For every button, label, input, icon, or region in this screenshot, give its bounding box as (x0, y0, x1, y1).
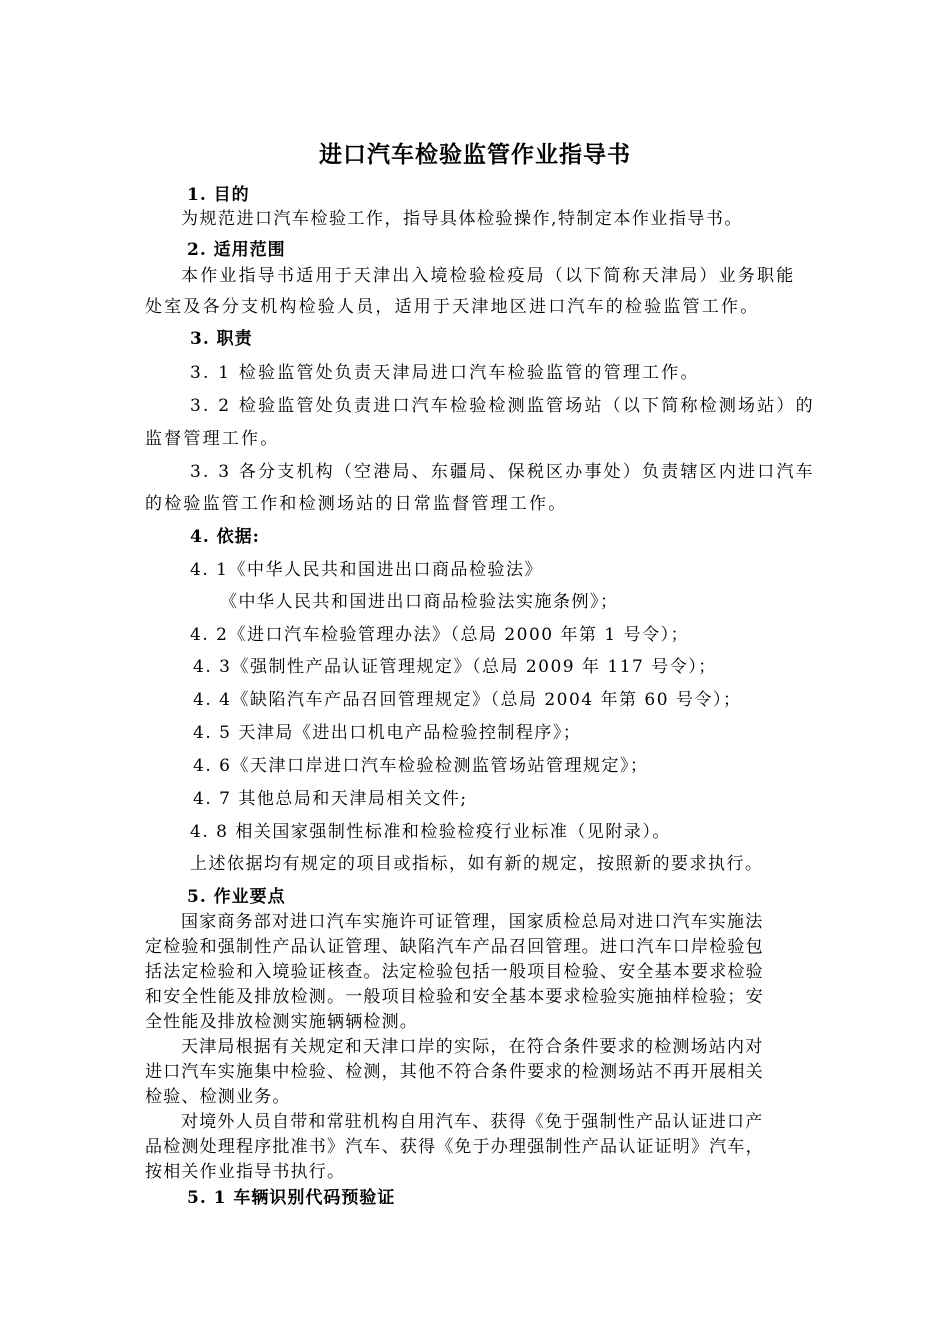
section-2-line: 处室及各分支机构检验人员，适用于天津地区进口汽车的检验监管工作。 (145, 297, 760, 317)
section-5-line: 括法定检验和入境验证核查。法定检验包括一般项目检验、安全基本要求检验 (145, 962, 764, 982)
section-5-heading: 5. 作业要点 (187, 887, 286, 907)
section-4-line: 上述依据均有规定的项目或指标，如有新的规定，按照新的要求执行。 (190, 854, 764, 874)
section-4-line: 4. 8 相关国家强制性标准和检验检疫行业标准（见附录）。 (190, 822, 671, 842)
section-3-line: 的检验监管工作和检测场站的日常监督管理工作。 (145, 494, 568, 514)
section-3-heading: 3. 职责 (190, 329, 253, 349)
section-4-line: 《中华人民共和国进出口商品检验法实施条例》； (220, 592, 619, 612)
section-4-line: 4. 6《天津口岸进口汽车检验检测监管场站管理规定》； (193, 756, 649, 776)
section-5-line: 进口汽车实施集中检验、检测，其他不符合条件要求的检测场站不再开展相关 (145, 1062, 764, 1082)
section-1-line: 为规范进口汽车检验工作，指导具体检验操作,特制定本作业指导书。 (181, 209, 743, 229)
section-5-line: 品检测处理程序批准书》汽车、获得《免于办理强制性产品认证证明》汽车， (145, 1137, 764, 1157)
section-3-line: 3. 3 各分支机构（空港局、东疆局、保税区办事处）负责辖区内进口汽车 (190, 462, 815, 482)
section-2-line: 本作业指导书适用于天津出入境检验检疫局（以下简称天津局）业务职能 (181, 266, 796, 286)
section-5-1-heading: 5. 1 车辆识别代码预验证 (187, 1188, 396, 1208)
section-5-line: 天津局根据有关规定和天津口岸的实际，在符合条件要求的检测场站内对 (181, 1037, 764, 1057)
section-5-line: 检验、检测业务。 (145, 1087, 291, 1107)
section-4-line: 4. 1《中华人民共和国进出口商品检验法》 (190, 560, 543, 580)
section-4-line: 4. 2《进口汽车检验管理办法》（总局 2000 年第 1 号令）； (190, 625, 690, 645)
section-5-line: 和安全性能及排放检测。一般项目检验和安全基本要求检验实施抽样检验；安 (145, 987, 764, 1007)
section-4-line: 4. 3《强制性产品认证管理规定》（总局 2009 年 117 号令）； (193, 657, 717, 677)
section-5-line: 对境外人员自带和常驻机构自用汽车、获得《免于强制性产品认证进口产 (181, 1112, 764, 1132)
section-3-line: 3. 2 检验监管处负责进口汽车检验检测监管场站（以下简称检测场站）的 (190, 396, 815, 416)
section-5-line: 国家商务部对进口汽车实施许可证管理，国家质检总局对进口汽车实施法 (181, 912, 764, 932)
section-2-heading: 2. 适用范围 (187, 240, 286, 260)
document-title: 进口汽车检验监管作业指导书 (319, 141, 631, 168)
section-4-heading: 4. 依据: (190, 527, 260, 547)
section-5-line: 按相关作业指导书执行。 (145, 1162, 346, 1182)
section-3-line: 3. 1 检验监管处负责天津局进口汽车检验监管的管理工作。 (190, 363, 700, 383)
section-4-line: 4. 5 天津局《进出口机电产品检验控制程序》； (193, 723, 582, 743)
section-1-heading: 1. 目的 (187, 185, 250, 205)
section-4-line: 4. 4《缺陷汽车产品召回管理规定》（总局 2004 年第 60 号令）； (193, 690, 742, 710)
section-5-line: 定检验和强制性产品认证管理、缺陷汽车产品召回管理。进口汽车口岸检验包 (145, 937, 764, 957)
section-3-line: 监督管理工作。 (145, 429, 280, 449)
section-5-line: 全性能及排放检测实施辆辆检测。 (145, 1012, 418, 1032)
section-4-line: 4. 7 其他总局和天津局相关文件; (193, 789, 468, 809)
